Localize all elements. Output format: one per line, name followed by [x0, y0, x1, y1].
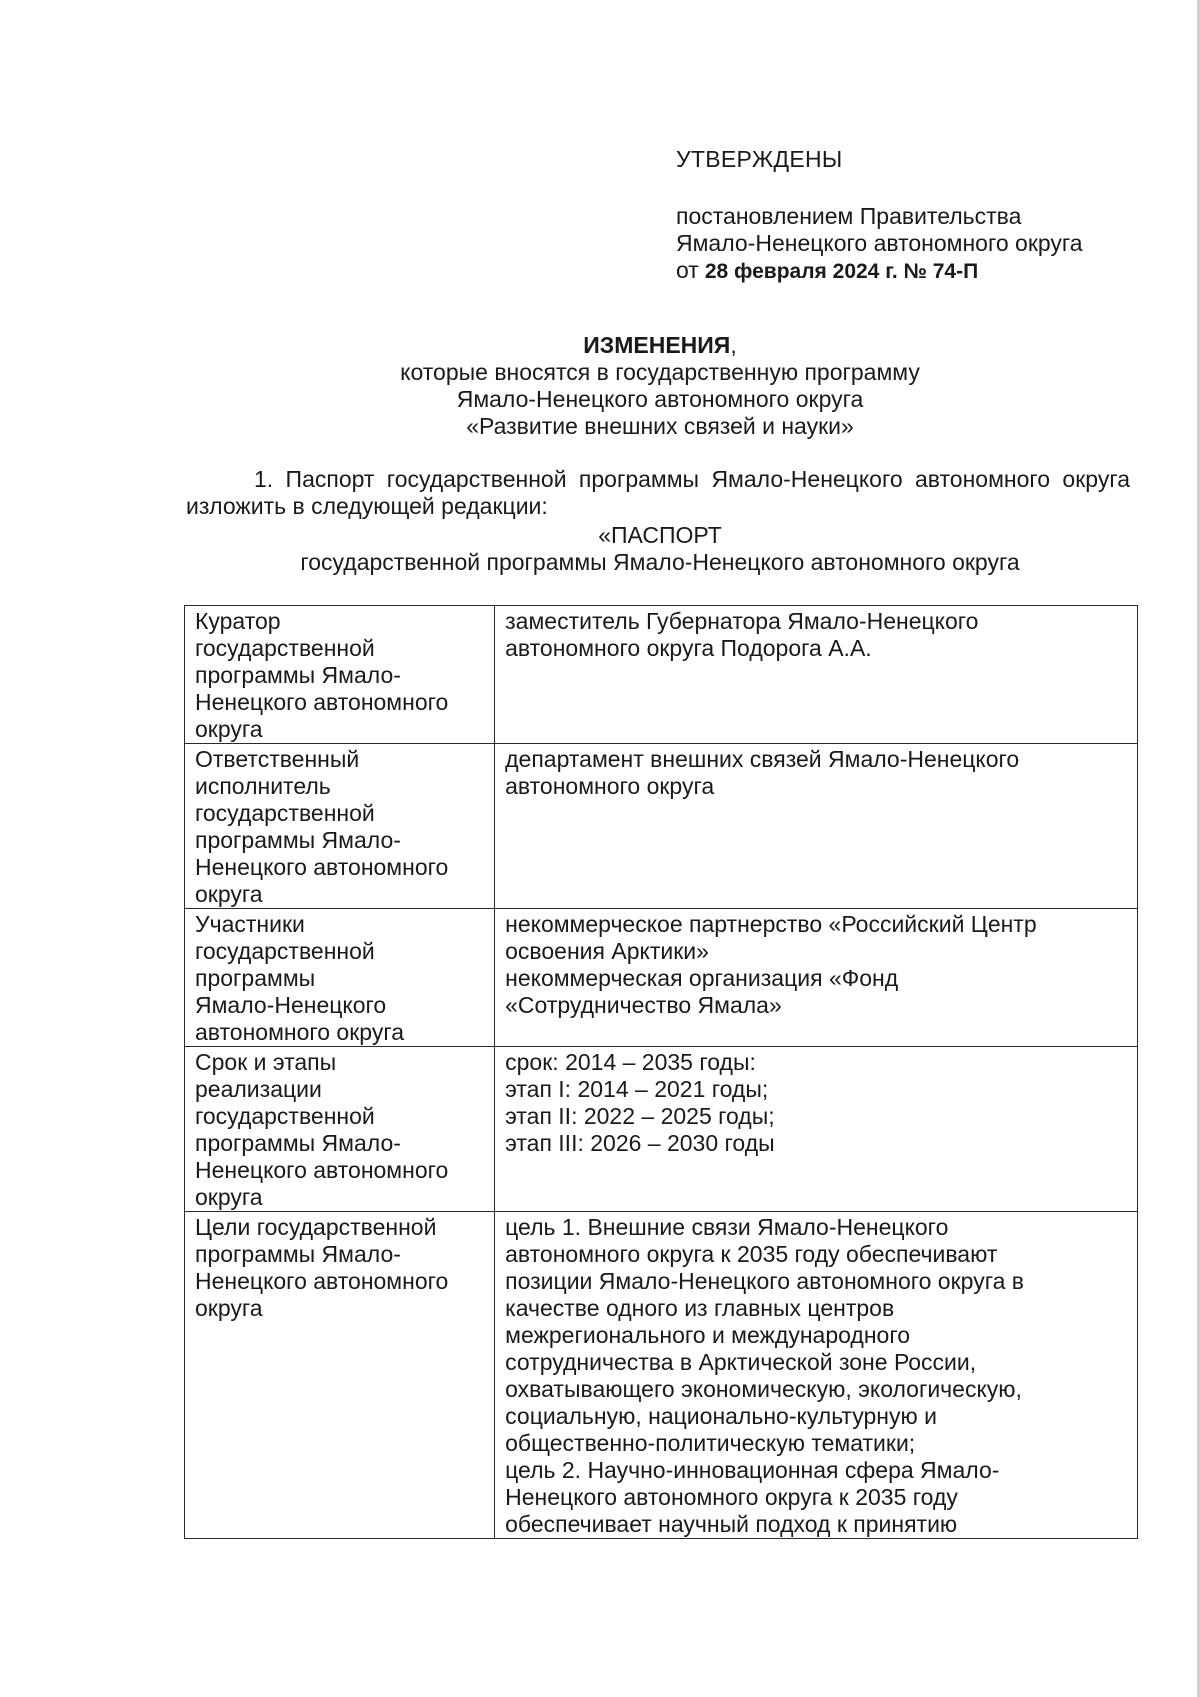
heading-main-line — [180, 332, 1140, 359]
label-line: Цели государственной — [195, 1214, 437, 1240]
value-line: департамент внешних связей Ямало-Ненецкого — [505, 746, 1020, 772]
approval-date-line — [676, 257, 1083, 285]
value-line: межрегионального и международного — [505, 1322, 910, 1348]
value-line: качестве одного из главных центров — [505, 1295, 895, 1321]
approval-date-value: 28 февраля 2024 г. № 74-П — [704, 260, 979, 283]
heading-line-3: Ямало-Ненецкого автономного округа — [456, 386, 864, 412]
approval-title: УТВЕРЖДЕНЫ — [676, 146, 843, 172]
label-line: государственной — [195, 635, 375, 661]
table-cell-label — [185, 909, 495, 1047]
value-line: заместитель Губернатора Ямало-Ненецкого — [505, 608, 979, 634]
value-line: автономного округа к 2035 году обеспечивают — [505, 1241, 998, 1267]
approval-line-2: Ямало-Ненецкого автономного округа — [676, 230, 1083, 256]
label-line: Куратор — [195, 608, 281, 634]
label-line: округа — [195, 716, 263, 742]
label-line: программы Ямало- — [195, 1241, 401, 1267]
passport-title — [180, 522, 1140, 576]
table-cell-label — [185, 1212, 495, 1539]
label-line: государственной — [195, 800, 375, 826]
label-line: Участники — [195, 911, 305, 937]
value-line: этап III: 2026 – 2030 годы — [505, 1130, 775, 1156]
value-line: автономного округа — [505, 773, 715, 799]
label-line: Ямало-Ненецкого — [195, 992, 387, 1018]
label-line: Ненецкого автономного — [195, 689, 449, 715]
table-row — [185, 606, 1138, 744]
label-line: округа — [195, 881, 263, 907]
label-line: исполнитель — [195, 773, 331, 799]
table-row — [185, 1212, 1138, 1539]
document-heading — [180, 332, 1140, 440]
label-line: реализации — [195, 1076, 322, 1102]
value-line: этап I: 2014 – 2021 годы; — [505, 1076, 769, 1102]
table-cell-label — [185, 1047, 495, 1212]
table-row — [185, 744, 1138, 909]
heading-main-suffix: , — [730, 332, 737, 358]
table-cell-label — [185, 606, 495, 744]
table-cell-value — [495, 1047, 1138, 1212]
label-line: государственной — [195, 1103, 375, 1129]
label-line: программы Ямало- — [195, 827, 401, 853]
value-line: сотрудничества в Арктической зоне России, — [505, 1349, 977, 1375]
passport-table — [184, 605, 1138, 1539]
label-line: программы — [195, 965, 316, 991]
value-line: общественно-политическую тематики; — [505, 1430, 916, 1456]
label-line: Срок и этапы — [195, 1049, 337, 1075]
label-line: Ответственный — [195, 746, 360, 772]
paragraph-1-text: 1. Паспорт государственной программы Ямало-Ненецкого автономного округа изложить в следующей редакции: — [186, 466, 1130, 519]
label-line: программы Ямало- — [195, 662, 401, 688]
label-line: округа — [195, 1184, 263, 1210]
value-line: автономного округа Подорога А.А. — [505, 635, 872, 661]
table-cell-label — [185, 744, 495, 909]
value-line: цель 1. Внешние связи Ямало-Ненецкого — [505, 1214, 949, 1240]
value-line: позиции Ямало-Ненецкого автономного округа в — [505, 1268, 1024, 1294]
value-line: социальную, национально-культурную и — [505, 1403, 937, 1429]
table-cell-value — [495, 1212, 1138, 1539]
value-line: обеспечивает научный подход к принятию — [505, 1511, 958, 1537]
approval-line-1: постановлением Правительства — [676, 203, 1022, 229]
table-cell-value — [495, 606, 1138, 744]
table-cell-value — [495, 744, 1138, 909]
table-row — [185, 909, 1138, 1047]
paragraph-1 — [186, 466, 1130, 520]
heading-line-4: «Развитие внешних связей и науки» — [466, 413, 854, 439]
label-line: Ненецкого автономного — [195, 854, 449, 880]
value-line: этап II: 2022 – 2025 годы; — [505, 1103, 775, 1129]
approval-block — [676, 146, 1083, 285]
value-line: цель 2. Научно-инновационная сфера Ямало- — [505, 1457, 1000, 1483]
passport-table-body — [185, 606, 1138, 1539]
value-line: охватывающего экономическую, экологическую, — [505, 1376, 1022, 1402]
label-line: программы Ямало- — [195, 1130, 401, 1156]
label-line: округа — [195, 1295, 263, 1321]
value-line: освоения Арктики» — [505, 938, 709, 964]
label-line: Ненецкого автономного — [195, 1268, 449, 1294]
table-cell-value — [495, 909, 1138, 1047]
value-line: срок: 2014 – 2035 годы: — [505, 1049, 756, 1075]
value-line: Ненецкого автономного округа к 2035 году — [505, 1484, 958, 1510]
label-line: государственной — [195, 938, 375, 964]
passport-title-line-1: «ПАСПОРТ — [598, 522, 722, 548]
label-line: автономного округа — [195, 1019, 404, 1045]
label-line: Ненецкого автономного — [195, 1157, 449, 1183]
value-line: «Сотрудничество Ямала» — [505, 992, 782, 1018]
approval-date-prefix: от — [676, 257, 699, 283]
table-row — [185, 1047, 1138, 1212]
heading-line-2: которые вносятся в государственную программу — [400, 359, 920, 385]
passport-title-line-2: государственной программы Ямало-Ненецкого автономного округа — [300, 549, 1020, 575]
value-line: некоммерческая организация «Фонд — [505, 965, 899, 991]
heading-main: ИЗМЕНЕНИЯ — [583, 332, 731, 358]
value-line: некоммерческое партнерство «Российский Центр — [505, 911, 1037, 937]
